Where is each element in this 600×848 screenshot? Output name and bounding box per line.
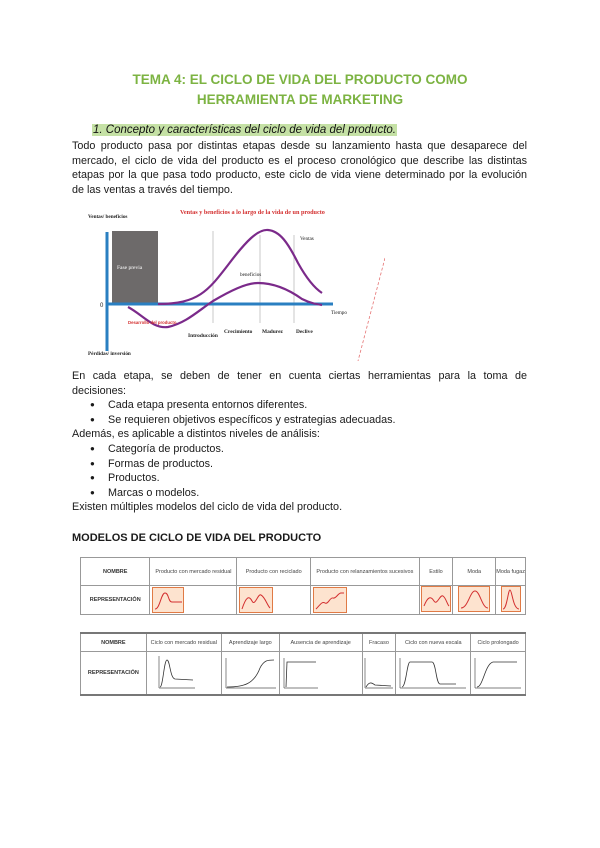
model-curve-cell (237, 586, 311, 615)
table-representation-header: REPRESENTACIÓN (81, 652, 147, 696)
table-representation-header: REPRESENTACIÓN (81, 586, 150, 615)
list-item: ● Productos. (90, 471, 224, 486)
model-name: Ciclo con nueva escala (396, 633, 471, 652)
residual-market-curve (152, 587, 184, 613)
residual-cycle-curve (157, 654, 197, 690)
intro-line: mercado, el ciclo de vida del producto es el proceso cronológico que describe las distintas (72, 154, 527, 167)
model-name: Producto con relanzamientos sucesivos (311, 558, 420, 586)
model-curve-cell (311, 586, 420, 615)
pre-phase-label: Fase previa (117, 265, 143, 271)
fashion-curve (458, 586, 490, 612)
extended-cycle-curve (471, 654, 523, 690)
model-name: Moda fugaz (496, 558, 526, 586)
failure-curve (363, 654, 395, 690)
model-name: Fracaso (362, 633, 396, 652)
list-item: ● Marcas o modelos. (90, 486, 224, 501)
document-title (0, 70, 600, 110)
table-name-header: NOMBRE (81, 633, 147, 652)
intro-paragraph (72, 139, 527, 198)
model-curve-cell (453, 586, 496, 615)
decisions-paragraph (72, 369, 527, 398)
stage-label: Crecimiento (224, 329, 253, 335)
model-curve-cell (221, 652, 279, 696)
model-curve-cell (396, 652, 471, 696)
stage-label: Madurez (262, 329, 283, 335)
life-cycle-figure (88, 203, 385, 361)
new-scale-curve (396, 654, 468, 690)
decisions-line: En cada etapa, se deben de tener en cuenta ciertas herramientas para la toma de (72, 370, 527, 382)
list-item: ● Se requieren objetivos específicos y estrategias adecuadas. (90, 413, 396, 428)
list-item: ● Formas de productos. (90, 457, 224, 472)
model-curve-cell (496, 586, 526, 615)
development-label: Desarrollo del producto (128, 320, 177, 325)
intro-line: etapas por la que pasa todo producto, este ciclo de vida viene determinado por la evolución (72, 169, 527, 182)
model-curve-cell (471, 652, 526, 696)
bullet-list-2 (90, 442, 224, 501)
model-name: Estilo (419, 558, 452, 586)
y-axis-bottom-label: Pérdidas/ inversión (88, 351, 131, 357)
bullet-list-1 (90, 398, 396, 427)
y-axis-top-label: Ventas/ beneficios (88, 214, 128, 220)
no-learning-curve (280, 654, 360, 690)
model-name: Ausencia de aprendizaje (279, 633, 362, 652)
model-curve-cell (419, 586, 452, 615)
model-name: Aprendizaje largo (221, 633, 279, 652)
decisions-line: decisiones: (72, 384, 127, 397)
long-learning-curve (222, 654, 278, 690)
models-heading: MODELOS DE CICLO DE VIDA DEL PRODUCTO (72, 532, 322, 544)
model-curve-cell (279, 652, 362, 696)
recycled-curve (239, 587, 273, 613)
model-curve-cell (362, 652, 396, 696)
intro-line: de las ventas a través del tiempo. (72, 184, 233, 197)
intro-line: Todo producto pasa por distintas etapas desde su lanzamiento hasta que desaparece del (72, 140, 527, 152)
model-name: Ciclo con mercado residual (146, 633, 221, 652)
style-curve (421, 586, 451, 612)
models-table-2 (80, 632, 526, 696)
title-line-1: TEMA 4: EL CICLO DE VIDA DEL PRODUCTO COMO (132, 72, 468, 87)
model-name: Moda (453, 558, 496, 586)
model-curve-cell (146, 652, 221, 696)
stage-label: Introducción (188, 333, 218, 339)
figure-title: Ventas y beneficios a lo largo de la vida de un producto (180, 209, 325, 216)
list-item: ● Categoría de productos. (90, 442, 224, 457)
model-name: Producto con mercado residual (150, 558, 237, 586)
model-curve-cell (150, 586, 237, 615)
profit-label: beneficios (240, 272, 262, 278)
stage-label: Declive (296, 329, 313, 335)
model-name: Producto con reciclado (237, 558, 311, 586)
analysis-levels-text: Además, es aplicable a distintos niveles de análisis: (72, 428, 320, 440)
title-line-2: HERRAMIENTA DE MARKETING (196, 92, 404, 107)
model-name: Ciclo prolongado (471, 633, 526, 652)
origin-label: 0 (100, 303, 104, 309)
sales-label: Ventas (300, 236, 314, 242)
relaunch-curve (313, 587, 347, 613)
x-axis-label: Tiempo (331, 310, 347, 316)
section-heading: 1. Concepto y características del ciclo de vida del producto. (93, 124, 396, 136)
list-item: ● Cada etapa presenta entornos diferentes. (90, 398, 396, 413)
fad-curve (501, 586, 521, 612)
table-name-header: NOMBRE (81, 558, 150, 586)
models-table-1 (80, 557, 526, 615)
models-intro-text: Existen múltiples modelos del ciclo de vida del producto. (72, 501, 343, 513)
